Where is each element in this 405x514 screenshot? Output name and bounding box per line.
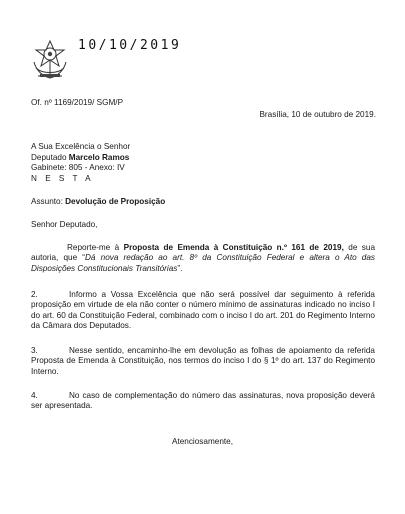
brazil-coat-of-arms-icon: [28, 38, 72, 82]
recipient-name: Marcelo Ramos: [68, 152, 130, 162]
subject-text: Devolução de Proposição: [65, 197, 166, 206]
salutation: Senhor Deputado,: [31, 220, 98, 229]
closing: Atenciosamente,: [172, 437, 233, 446]
p1-intro: Reporte-me à: [67, 243, 124, 252]
stamp-date: 10/10/2019: [78, 38, 182, 53]
p2-text: Informo a Vossa Excelência que não será possível dar seguimento à referida proposição em virtude de ela não conter o número mínimo de assinaturas indicado no inciso I do art. 60 da Constituição Federal, combinado com o inciso I do art. 201 do Regimento Interno da Câmara dos Deputados.: [31, 290, 375, 331]
subject-line: [31, 197, 165, 206]
office-number: Of. nº 1169/2019/ SGM/P: [31, 98, 124, 107]
paragraph-4: [31, 391, 375, 412]
p3-number: 3.: [31, 346, 38, 355]
address-title-prefix: Deputado: [31, 152, 69, 162]
paragraph-2: [31, 290, 375, 332]
place-and-date: Brasília, 10 de outubro de 2019.: [259, 110, 376, 119]
address-office: Gabinete: 805 - Anexo: IV: [31, 163, 125, 173]
paragraph-3: [31, 346, 375, 377]
address-line2: [31, 153, 130, 164]
p1-proposal-ref: Proposta de Emenda à Constituição n.º 161 de 2019,: [123, 243, 344, 252]
address-city: N E S T A: [31, 173, 94, 183]
p4-number: 4.: [31, 391, 38, 400]
p1-proposal-title: Dá nova redação ao art. 8º da Constituição Federal e altera o Ato das Disposições Constitucionais Transitórias: [31, 253, 376, 273]
p1-mid: de sua autoria, que “: [31, 243, 375, 263]
p3-text: Nesse sentido, encaminho-lhe em devolução as folhas de apoiamento da referida Proposta de Emenda à Constituição, nos termos do inciso I do § 1º do art. 137 do Regimento Interno.: [31, 346, 375, 376]
paragraph-1: [31, 243, 375, 274]
subject-label: Assunto:: [31, 197, 66, 206]
p1-end: ”.: [177, 263, 183, 273]
recipient-address: [31, 142, 130, 184]
p4-text: No caso de complementação do número das assinaturas, nova proposição deverá ser apresentada.: [31, 391, 375, 411]
address-line1: A Sua Excelência o Senhor: [31, 142, 131, 151]
p2-number: 2.: [31, 290, 38, 299]
